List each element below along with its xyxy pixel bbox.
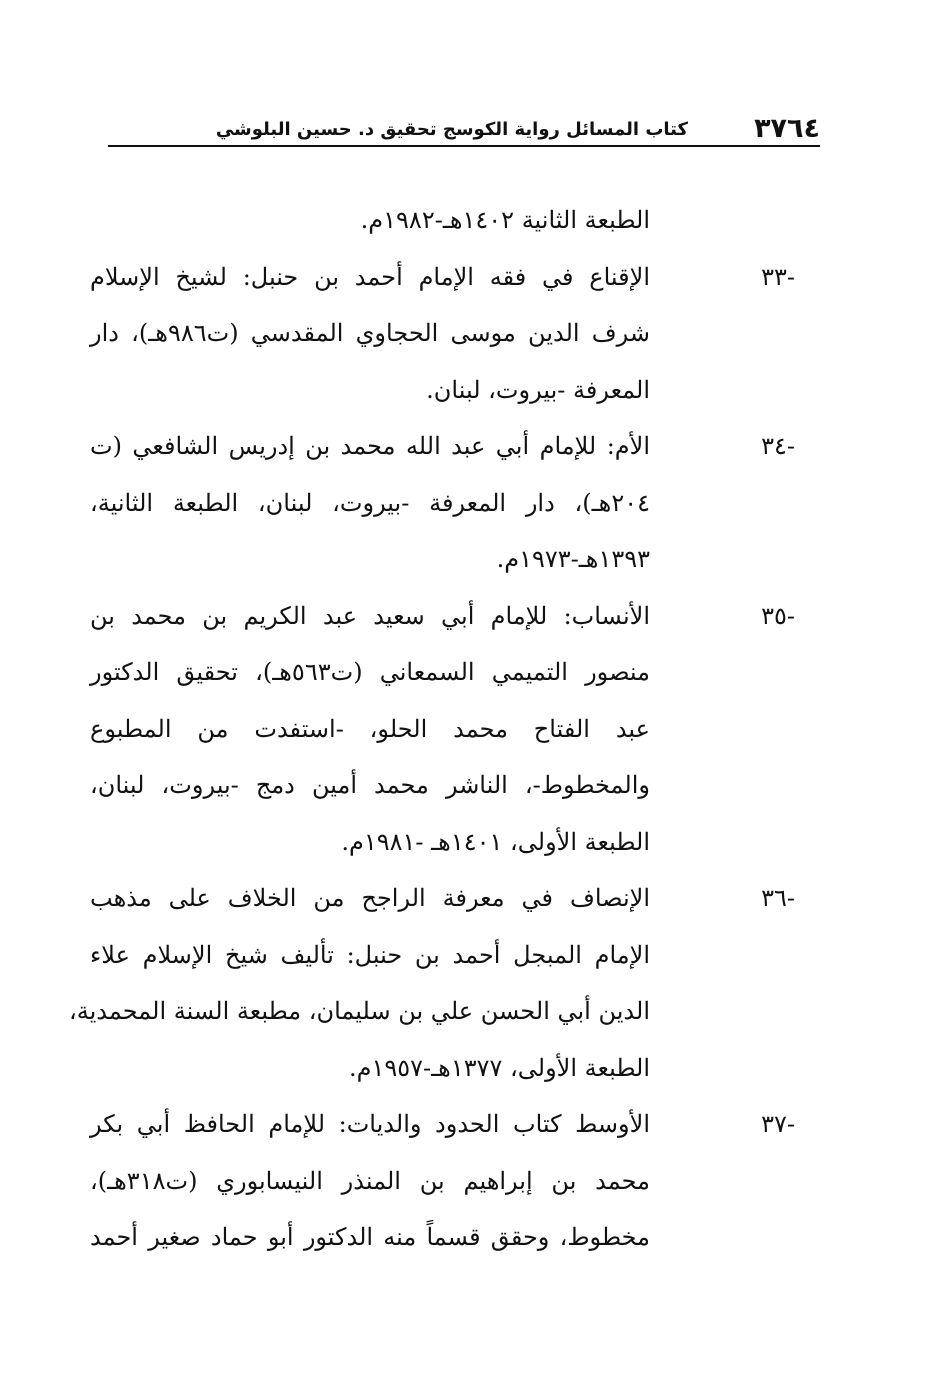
entry-line: شرف الدين موسى الحجاوي المقدسي (ت٩٨٦هـ)، دار: [90, 319, 650, 347]
entry-line: منصور التميمي السمعاني (ت٥٦٣هـ)، تحقيق الدكتور: [90, 658, 650, 686]
entry-line: والمخطوط-، الناشر محمد أمين دمج -بيروت، لبنان،: [90, 771, 650, 799]
entry-line: الأوسط كتاب الحدود والديات: للإمام الحافظ أبي بكر: [90, 1110, 650, 1138]
entry-line: مخطوط، وحقق قسماً منه الدكتور أبو حماد صغير أحمد: [90, 1223, 650, 1251]
bibliography-entry: [90, 418, 795, 588]
entry-line: محمد بن إبراهيم بن المنذر النيسابوري (ت٣١٨هـ)،: [90, 1166, 650, 1195]
bibliography-list: [69, 192, 795, 1266]
entry-line: الدين أبي الحسن علي بن سليمان، مطبعة السنة المحمدية،: [69, 997, 650, 1025]
entry-number: -٣٦: [761, 884, 795, 912]
bibliography-entry: [90, 588, 795, 871]
entry-line: الإنصاف في معرفة الراجح من الخلاف على مذهب: [90, 884, 650, 912]
running-title: كتاب المسائل رواية الكوسج تحقيق د. حسين البلوشي: [215, 119, 688, 140]
bibliography-entry: [90, 1096, 795, 1266]
page-header: [108, 112, 820, 148]
entry-number: -٣٥: [761, 601, 795, 630]
entry-line: المعرفة -بيروت، لبنان.: [426, 375, 650, 404]
entry-number: -٣٤: [761, 432, 795, 460]
entry-line: ١٣٩٣هـ-١٩٧٣م.: [496, 545, 650, 573]
entry-number: -٣٧: [761, 1110, 795, 1138]
entry-line: الإمام المبجل أحمد بن حنبل: تأليف شيخ الإسلام علاء: [90, 940, 650, 969]
bibliography-entry: [90, 249, 795, 419]
bibliography-entry: [69, 870, 795, 1096]
continuation-line: الطبعة الثانية ١٤٠٢هـ-١٩٨٢م.: [360, 206, 650, 234]
entry-line: الطبعة الأولى، ١٤٠١هـ -١٩٨١م.: [341, 827, 650, 856]
entry-line: الإقناع في فقه الإمام أحمد بن حنبل: لشيخ الإسلام: [90, 262, 650, 291]
entry-line: الأنساب: للإمام أبي سعيد عبد الكريم بن محمد بن: [90, 601, 650, 630]
entry-number: -٣٣: [761, 262, 795, 291]
entry-line: عبد الفتاح محمد الحلو، -استفدت من المطبوع: [90, 714, 650, 743]
entry-line: ٢٠٤هـ)، دار المعرفة -بيروت، لبنان، الطبعة الثانية،: [90, 488, 650, 517]
page-number: ٣٧٦٤: [754, 113, 820, 144]
entry-line: الطبعة الأولى، ١٣٧٧هـ-١٩٥٧م.: [348, 1053, 650, 1082]
entry-line: الأم: للإمام أبي عبد الله محمد بن إدريس الشافعي (ت: [90, 432, 650, 460]
header-divider: [108, 145, 820, 147]
